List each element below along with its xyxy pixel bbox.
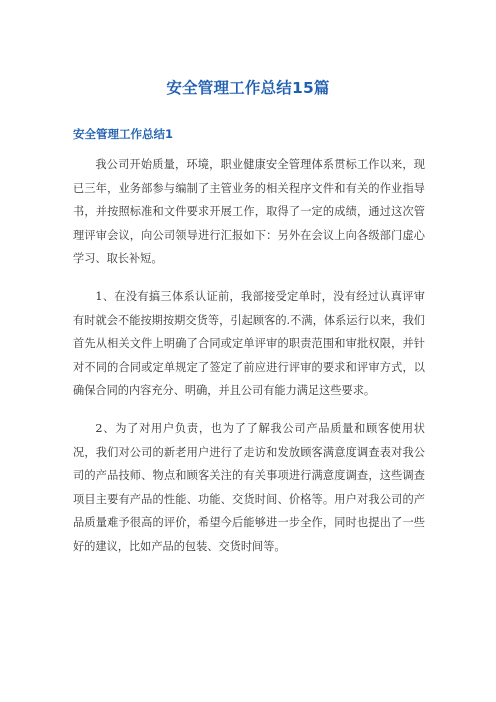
paragraph-point-2: 2、为了对用户负责，也为了了解我公司产品质量和顾客使用状况，我们对公司的新老用户进行了走访和发放顾客满意度调查表对我公司的产品技师、物点和顾客关注的有关事项进行满意度调查，这些调查项目主要有产品的性能、功能、交货时间、价格等。用户对我公司的产品质量难予很高的评价，希望今后能够进一步全作，同时也提出了一些好的建议，比如产品的包装、交货时间等。 [73, 422, 425, 553]
document-title: 安全管理工作总结15篇 [166, 79, 330, 97]
section-heading: 安全管理工作总结1 [73, 127, 174, 141]
paragraph-point-1: 1、在没有搞三体系认证前，我部接受定单时，没有经过认真评审有时就会不能按期按期交货等，引起顾客的.不满，体系运行以来，我们首先从相关文件上明确了合同或定单评审的职责范围和审批权限，并针对不同的合同或定单规定了签定了前应进行评审的要求和评审方式，以确保合同的内容充分、明确，并且公司有能力满足这些要求。 [73, 290, 425, 398]
paragraph-intro: 我公司开始质量，环境，职业健康安全管理体系贯标工作以来，现已三年，业务部参与编制了主管业务的相关程序文件和有关的作业指导书，并按照标准和文件要求开展工作，取得了一定的成绩，通过这次管理评审会议，向公司领导进行汇报如下：另外在会议上向各级部门虚心学习、取长补短。 [73, 158, 425, 266]
